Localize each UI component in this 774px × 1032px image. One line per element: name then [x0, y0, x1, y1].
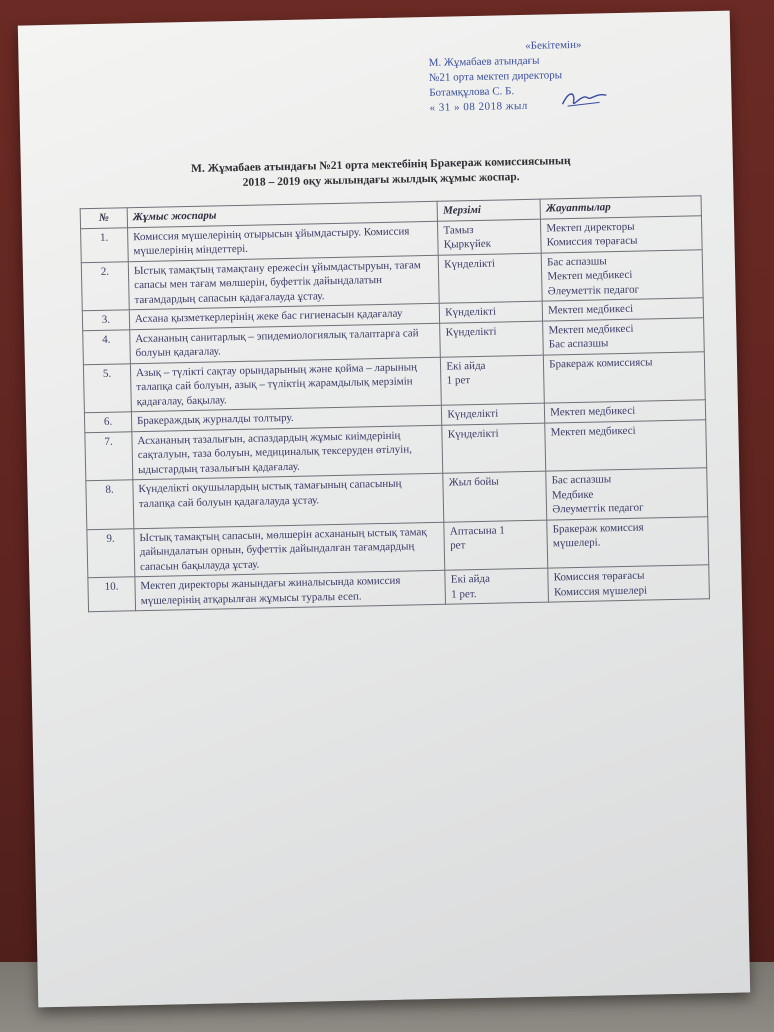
term-line: 1 рет. [451, 587, 477, 601]
row-work: Азық – түлікті сақтау орындарының және қойма – ларының талапқа сай болуын, азық – түліктің жарамдылық мерзімін қадағалау, бақылау. [130, 357, 441, 412]
responsible-line: мүшелері. [552, 536, 601, 550]
row-work: Асхананың санитарлық – эпидемиологиялық талаптарға сай болуын қадағалау. [130, 323, 441, 363]
row-work: Асхана қызметкерлерінің жеке бас гигиенасын қадағалау [129, 303, 440, 329]
row-term [445, 568, 549, 604]
header-work: Жұмыс жоспары [127, 201, 438, 227]
row-number: 3. [82, 310, 129, 330]
signature-mark [559, 87, 609, 110]
responsible-line: Бас аспазшы [546, 254, 607, 269]
responsible-line: Мектеп медбикесі [550, 424, 636, 438]
row-responsible [546, 468, 708, 520]
term-line: 1 рет [446, 374, 471, 387]
term-line: Екі айда [446, 359, 486, 373]
approval-heading: «Бекітемін» [525, 38, 582, 52]
term-line: Тамыз [443, 223, 474, 237]
row-work: Асхананың тазалығын, аспаздардың жұмыс киімдерінің сақталуын, таза болуын, медициналық тексеруден өтілуін, ыдыстардың тазалығын қадағалау. [132, 425, 443, 480]
row-number: 2. [81, 261, 129, 310]
responsible-line: Мектеп медбикесі [547, 302, 634, 317]
row-term [441, 355, 545, 406]
row-term [438, 219, 542, 255]
row-work: Ыстық тамақтың тамақтану ережесін ұйымдастыруын, тағам сапасы мен тағам мөлшерін, буфеттік дайындалатын тағамдардың сапасын қадағалауда ұстау. [128, 255, 439, 310]
row-number: 1. [81, 227, 129, 262]
responsible-line: Комиссия төрағасы [546, 234, 638, 249]
term-line: Жыл бойы [448, 475, 499, 489]
row-term [440, 321, 544, 357]
responsible-line: Бас аспазшы [548, 337, 609, 351]
work-plan-table [80, 195, 710, 612]
approval-date: « 31 » 08 2018 жыл [429, 99, 528, 114]
responsible-line: Бракераж комиссиясы [549, 355, 653, 371]
row-responsible [545, 419, 707, 471]
document-title [111, 152, 652, 193]
responsible-line: Комиссия төрағасы [553, 569, 645, 584]
row-work: Ыстық тамақтың сапасын, мөлшерін асхананың ыстық тамақ дайындалатын орнын, буфеттік дайындалған тағамдардың сапасын бақылауда ұстау. [134, 522, 445, 577]
responsible-line: Мектеп медбикесі [550, 404, 636, 419]
row-responsible [547, 516, 709, 568]
term-line: Екі айда [450, 572, 491, 586]
row-responsible [544, 351, 706, 403]
row-term [439, 253, 543, 304]
row-term [442, 423, 546, 474]
term-line: Күнделікті [447, 427, 499, 441]
row-responsible [543, 317, 704, 354]
document-sheet [18, 11, 750, 1008]
approval-line: №21 орта мектеп директоры [428, 69, 563, 84]
responsible-line: Бракераж комиссия [552, 521, 644, 535]
term-line: Күнделікті [447, 407, 499, 421]
responsible-line: Медбике [551, 488, 594, 501]
responsible-line: Әлеуметтік педагог [552, 501, 644, 516]
row-number: 4. [83, 329, 131, 364]
row-responsible [541, 249, 703, 301]
term-line: Күнделікті [444, 257, 496, 271]
row-term [442, 403, 545, 425]
row-work: Мектеп директоры жанындағы жиналысында комиссия мүшелерінің атқарылған жұмысы туралы есеп. [135, 570, 446, 610]
table-body [81, 215, 710, 611]
row-responsible [548, 565, 709, 602]
approval-line: Ботамқұлова С. Б. [429, 85, 515, 99]
term-line: рет [449, 539, 466, 552]
row-responsible [541, 215, 702, 252]
responsible-line: Мектеп медбикесі [547, 268, 633, 283]
header-responsible: Жауаптылар [540, 196, 701, 219]
row-number: 7. [85, 431, 133, 480]
approval-block [428, 36, 680, 116]
row-work: Комиссия мүшелерінің отырысын ұйымдастыру. Комиссия мүшелерінің міндеттері. [127, 221, 438, 261]
row-term [440, 301, 543, 323]
term-line: Қыркүйек [443, 237, 492, 251]
row-work: Бракераждық журналды толтыру. [131, 405, 442, 431]
row-number: 9. [87, 528, 135, 577]
row-number: 5. [83, 363, 131, 412]
title-line: М. Жұмабаев атындағы №21 орта мектебінің Бракераж комиссиясының [190, 155, 571, 175]
term-line: Күнделікті [445, 305, 497, 319]
responsible-line: Мектеп медбикесі [548, 322, 634, 337]
row-number: 6. [84, 412, 131, 432]
term-line: Аптасына 1 [449, 523, 505, 538]
header-term: Мерзімі [437, 199, 540, 221]
row-work: Күнделікті оқушылардың ыстық тамағының сапасының талапқа сай болуын қадағалауда ұстау. [133, 473, 444, 528]
header-no: № [80, 208, 127, 228]
title-line: 2018 – 2019 оқу жылындағы жылдық жұмыс жоспар. [242, 171, 520, 189]
row-term [444, 520, 548, 571]
responsible-line: Мектеп директоры [546, 220, 635, 235]
approval-line: М. Жұмабаев атындағы [428, 54, 540, 69]
responsible-line: Комиссия мүшелері [553, 584, 648, 598]
row-number: 10. [88, 577, 136, 612]
row-number: 8. [86, 480, 134, 529]
term-line: Күнделікті [445, 325, 497, 339]
row-term [443, 471, 547, 522]
responsible-line: Бас аспазшы [551, 473, 612, 487]
responsible-line: Әлеуметтік педагог [547, 283, 640, 298]
